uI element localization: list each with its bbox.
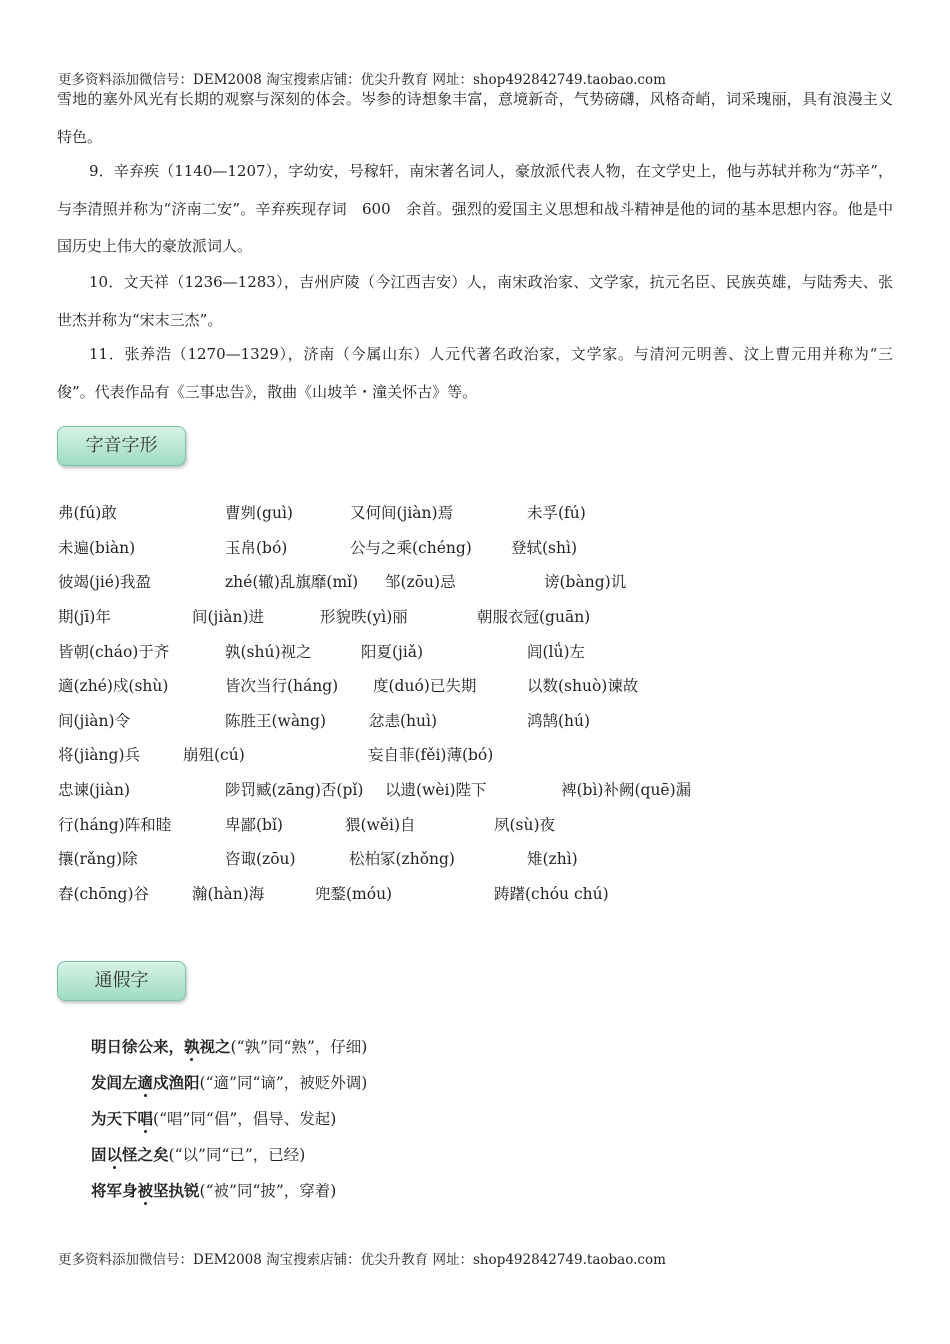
tongjia-post: 戍渔阳 — [153, 1074, 200, 1092]
tongjia-note: (“孰”同“熟”，仔细) — [230, 1038, 368, 1056]
tongjia-char: 被 — [138, 1179, 154, 1201]
tongjia-post: 视之 — [199, 1038, 231, 1056]
pronunciation-item: 曹刿(guì) — [225, 504, 293, 522]
pronunciation-item: 弗(fú)敢 — [58, 504, 117, 522]
paragraph-11: 11．张养浩（1270—1329），济南（今属山东）人元代著名政治家，文学家。与清河元明善、汶上曹元用并称为“三俊”。代表作品有《三事忠告》，散曲《山坡羊・潼关怀古》等。 — [57, 345, 893, 401]
pronunciation-item: 崩殂(cú) — [183, 746, 245, 764]
paragraph-8-continued: 雪地的塞外风光有长期的观察与深刻的体会。岑参的诗想象丰富，意境新奇，气势磅礴，风格奇峭，词采瑰丽，具有浪漫主义特色。 — [57, 90, 893, 146]
pronunciation-item: 咨诹(zōu) — [225, 850, 296, 868]
pronunciation-item: 猥(wěi)自 — [345, 816, 416, 834]
tongjia-note: (“適”同“谪”，被贬外调) — [199, 1074, 368, 1092]
pronunciation-item: 妄自菲(fěi)薄(bó) — [368, 746, 494, 764]
tongjia-post: 怪之矣 — [122, 1146, 169, 1164]
section-label-tongjia: 通假字 — [57, 961, 186, 1001]
pronunciation-row — [0, 640, 950, 670]
pronunciation-item: 攘(rǎng)除 — [58, 850, 138, 868]
tongjia-sentence — [91, 1182, 200, 1200]
page-header: 更多资料添加微信号：DEM2008 淘宝搜索店铺：优尖升教育 网址：shop492842749.taobao.com — [58, 72, 666, 88]
pronunciation-item: 朝服衣冠(guān) — [477, 608, 591, 626]
pronunciation-item: 陈胜王(wàng) — [225, 712, 327, 730]
pronunciation-item: 度(duó)已失期 — [373, 677, 477, 695]
pronunciation-item: 鸿鹄(hú) — [527, 712, 591, 730]
tongjia-pre: 固 — [91, 1146, 107, 1164]
pronunciation-item: 踌躇(chóu chú) — [494, 885, 609, 903]
tongjia-char: 唱 — [138, 1107, 154, 1129]
pronunciation-item: 雉(zhì) — [527, 850, 578, 868]
pronunciation-row — [0, 501, 950, 531]
tongjia-sentence — [91, 1146, 169, 1164]
tongjia-pre: 为天下 — [91, 1110, 138, 1128]
pronunciation-row — [0, 778, 950, 808]
paragraph-9: 9．辛弃疾（1140—1207），字幼安，号稼轩，南宋著名词人，豪放派代表人物，在文学史上，他与苏轼并称为“苏辛”，与李清照并称为“济南二安”。辛弃疾现存词 600 余首。强烈的爱国主义思想和战斗精神是他的词的基本思想内容。他是中国历史上伟大的豪放派词人。 — [57, 162, 893, 255]
tongjia-item — [91, 1107, 336, 1129]
tongjia-pre: 明日徐公来， — [91, 1038, 185, 1056]
tongjia-post: 坚执锐 — [153, 1182, 200, 1200]
pronunciation-item: 皆次当行(háng) — [225, 677, 339, 695]
pronunciation-item: zhé(辙)乱旗靡(mǐ) — [225, 573, 359, 591]
paragraph-10: 10．文天祥（1236—1283），吉州庐陵（今江西吉安）人，南宋政治家、文学家，抗元名臣、民族英雄，与陆秀夫、张世杰并称为“宋末三杰”。 — [57, 273, 893, 329]
pronunciation-item: 皆朝(cháo)于齐 — [58, 643, 170, 661]
pronunciation-item: 忿恚(huì) — [369, 712, 438, 730]
tongjia-pre: 发闾左 — [91, 1074, 138, 1092]
pronunciation-item: 以数(shuò)谏故 — [527, 677, 639, 695]
tongjia-char: 適 — [138, 1071, 154, 1093]
pronunciation-item: 将(jiàng)兵 — [58, 746, 141, 764]
tongjia-char: 孰 — [184, 1035, 200, 1057]
pronunciation-item: 谤(bàng)讥 — [544, 573, 627, 591]
pronunciation-item: 瀚(hàn)海 — [192, 885, 265, 903]
tongjia-item — [91, 1143, 305, 1165]
pronunciation-item: 公与之乘(chéng) — [350, 539, 472, 557]
pronunciation-row — [0, 709, 950, 739]
tongjia-item — [91, 1071, 367, 1093]
pronunciation-row — [0, 674, 950, 704]
pronunciation-item: 裨(bì)补阙(quē)漏 — [561, 781, 692, 799]
pronunciation-item: 间(jiàn)进 — [192, 608, 265, 626]
tongjia-note: (“以”同“已”，已经) — [168, 1146, 306, 1164]
pronunciation-row — [0, 570, 950, 600]
pronunciation-row — [0, 743, 950, 773]
pronunciation-item: 形貌昳(yì)丽 — [320, 608, 408, 626]
pronunciation-item: 未遍(biàn) — [58, 539, 136, 557]
page-footer: 更多资料添加微信号：DEM2008 淘宝搜索店铺：优尖升教育 网址：shop492842749.taobao.com — [58, 1252, 666, 1268]
pronunciation-item: 行(háng)阵和睦 — [58, 816, 172, 834]
pronunciation-item: 邹(zōu)忌 — [385, 573, 456, 591]
pronunciation-row — [0, 847, 950, 877]
pronunciation-item: 以遗(wèi)陛下 — [385, 781, 487, 799]
section-label-pronunciation: 字音字形 — [57, 426, 186, 466]
tongjia-sentence — [91, 1038, 231, 1056]
pronunciation-item: 忠谏(jiàn) — [58, 781, 131, 799]
pronunciation-item: 兜鍪(móu) — [315, 885, 393, 903]
pronunciation-item: 陟罚臧(zāng)否(pǐ) — [225, 781, 364, 799]
pronunciation-item: 卑鄙(bǐ) — [225, 816, 283, 834]
pronunciation-item: 阳夏(jiǎ) — [361, 643, 424, 661]
pronunciation-row — [0, 605, 950, 635]
pronunciation-item: 舂(chōng)谷 — [58, 885, 149, 903]
pronunciation-item: 適(zhé)戍(shù) — [58, 677, 169, 695]
tongjia-item — [91, 1179, 336, 1201]
pronunciation-row — [0, 882, 950, 912]
pronunciation-item: 玉帛(bó) — [225, 539, 288, 557]
pronunciation-row — [0, 536, 950, 566]
tongjia-item — [91, 1035, 367, 1057]
pronunciation-item: 间(jiàn)令 — [58, 712, 131, 730]
tongjia-note: (“唱”同“倡”，倡导、发起) — [153, 1110, 337, 1128]
tongjia-note: (“被”同“披”，穿着) — [199, 1182, 337, 1200]
tongjia-char: 以 — [107, 1143, 123, 1165]
pronunciation-item: 孰(shú)视之 — [225, 643, 312, 661]
tongjia-sentence — [91, 1110, 153, 1128]
pronunciation-item: 又何间(jiàn)焉 — [350, 504, 454, 522]
pronunciation-item: 夙(sù)夜 — [494, 816, 556, 834]
pronunciation-item: 闾(lǘ)左 — [527, 643, 586, 661]
tongjia-pre: 将军身 — [91, 1182, 138, 1200]
pronunciation-item: 未孚(fú) — [527, 504, 586, 522]
pronunciation-item: 登轼(shì) — [511, 539, 577, 557]
pronunciation-item: 松柏冢(zhǒng) — [349, 850, 455, 868]
pronunciation-row — [0, 813, 950, 843]
tongjia-sentence — [91, 1074, 200, 1092]
pronunciation-item: 期(jī)年 — [58, 608, 111, 626]
pronunciation-item: 彼竭(jié)我盈 — [58, 573, 152, 591]
